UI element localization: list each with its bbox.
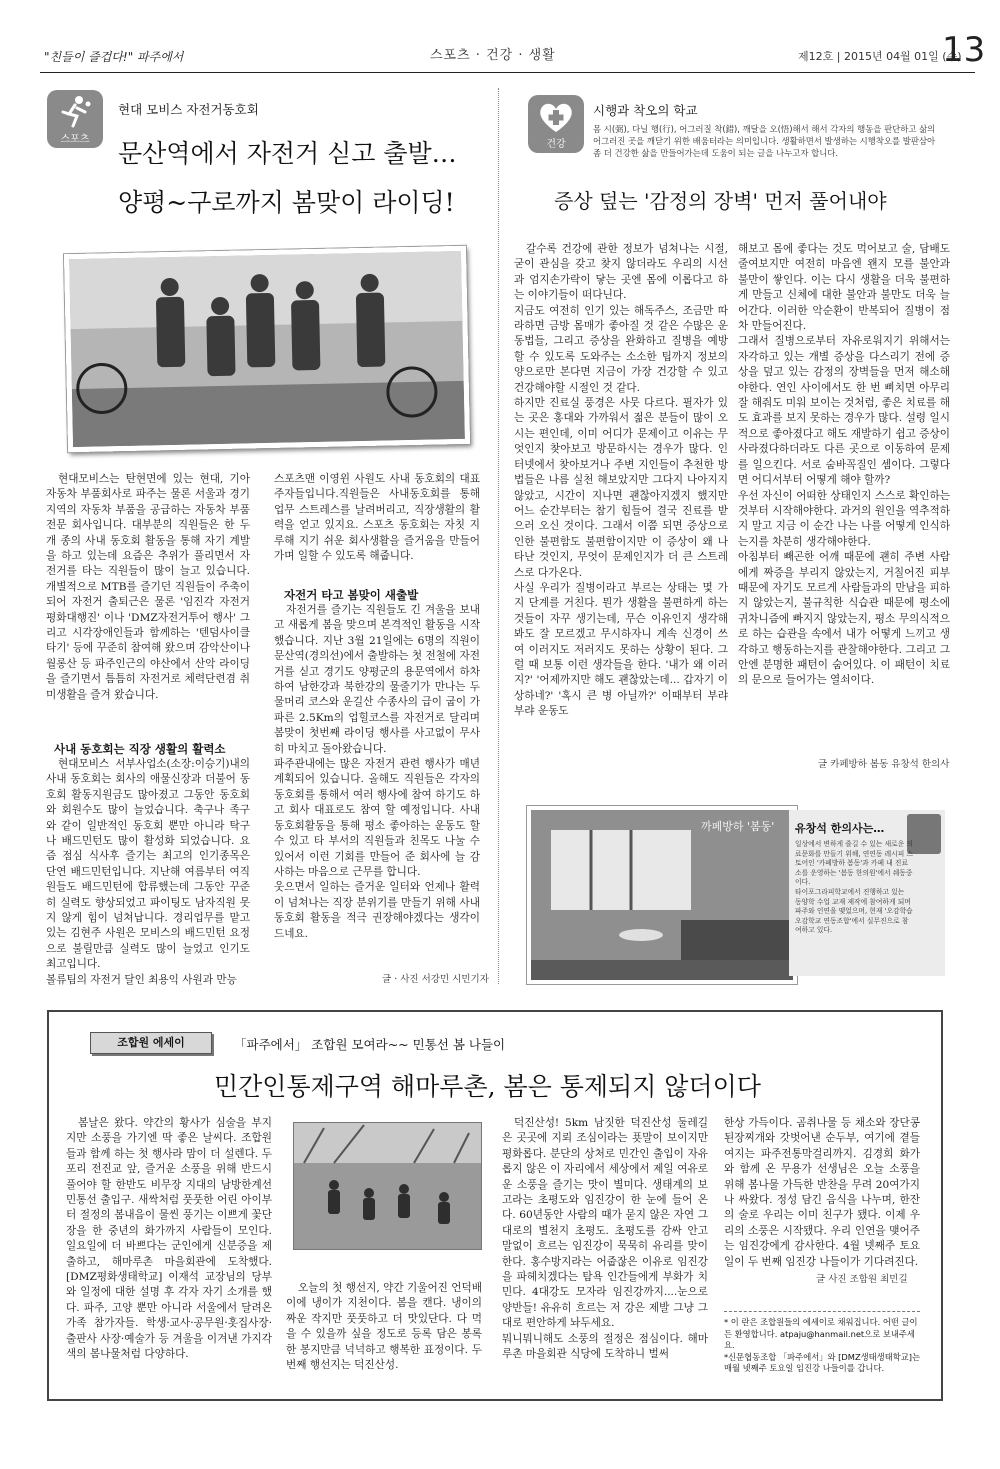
cyclists-photo <box>64 246 470 452</box>
essay-credit: 글 사진 조합원 최민길 <box>816 1274 908 1285</box>
doctor-profile-text: 일상에서 변하게 즐길 수 있는 새로운 의료문화를 만들기 위해, 연연동 레시피 스토어인 '카페방하 봄동'과 카페 내 진료소를 운영하는 '봄동 한의원'에서 쉐동중이다. 타이포그라피학교에서 진행하고 있는 동양학 수업 교재 제작에 참여하게 되며 파주와 인연을 맺었으며, 현재 '오감학습 오감학교 연동조합'에서 실무진으로 참여하고 있다. <box>795 840 914 935</box>
heart-cross-icon <box>536 99 576 135</box>
essay-col2: 오늘의 첫 행선지, 약간 기울어진 언덕배이에 냉이가 지천이다. 봄을 캔다. 냉이의 짜운 작지만 풋풋하고 더 맛있단다. 다 먹을 수 있을까 싶을 정도로 등록 담은 봉록한 봉지만큼 넉넉하고 행복한 표정이다. 두 번째 행선지는 덕진산성. <box>286 1282 482 1372</box>
sports-headline-2: 양평~구로까지 봄맞이 라이딩! <box>118 188 455 217</box>
health-credit: 글 카페방하 봄동 유창석 한의사 <box>818 759 950 770</box>
sports-col2b: 자전거를 즐기는 직원들도 긴 겨울을 보내고 새롭게 봄을 맞으며 본격적인 활동을 시작했습니다. 지난 3월 21일에는 6명의 직원이 문산역(경의선)에서 출발하는 첫 전철에 자전거를 싣고 경기도 양평군의 용문역에서 하차하여 남한강과 북한강의 물줄기가 만나는 두물머리 코스와 운길산 수종사의 급이 굽이 가파른 2.5Km의 업힐코스를 자전거로 달리며 봄맞이 첫번째 라이딩 행사를 사고없이 무사히 마치고 돌아왔습니다. 파주관내에는 많은 자전거 관련 행사가 매년 계획되어 있습니다. 올해도 직원들은 각자의 동호회를 통해서 여러 행사에 참여 하기도 하고 회사 대표로도 참여 할 예정입니다. 사내 동호회활동을 통해 평소 좋아하는 운동도 할 수 있고 타 부서의 직원들과 친목도 나눌 수 있어서 이런 기회를 만들어 준 회사에 늘 감사하는 마음으로 근무를 합니다. 웃으면서 일하는 즐거운 일터와 언제나 활력이 넘쳐나는 직장 분위기를 만들기 위해 사내 동호회 활동을 적극 권장해야겠다는 생각이 드네요. <box>274 604 480 940</box>
foraging-photo-art <box>294 1123 481 1249</box>
page-number: 13 <box>942 30 986 70</box>
sports-kicker: 현대 모비스 자전거동호회 <box>118 102 259 117</box>
health-category-badge <box>528 95 584 153</box>
sports-subhead-2: 자전거 타고 봄맞이 새출발 <box>284 588 419 602</box>
health-col2: 해보고 몸에 좋다는 것도 먹어보고 술, 담배도 줄여보지만 여전히 마음엔 왠지 모를 불안과 불만이 쌓인다. 이는 다시 생활을 더욱 불편하게 만들고 신체에 대한 불안과 불만도 더욱 늘어간다. 이러한 악순환이 반복되어 질병이 점차 만들어진다. 그래서 질병으로부터 자유로워지기 위해서는 자각하고 있는 개별 증상을 다스리기 전에 증상을 덮고 있는 감정의 장벽들을 먼저 해소해야한다. 연인 사이에서도 한 번 삐치면 아무리 잘 해줘도 미워 보이는 것처럼, 좋은 치료를 해도 효과를 보지 못하는 경우가 많다. 설령 일시적으로 좋아졌다고 해도 재발하기 쉽고 증상이 사라졌다하더라도 다른 곳으로 이동하여 문제를 일으킨다. 서로 숨바꼭질인 셈이다. 그렇다면 어디서부터 어떻게 해야 할까? 우선 자신이 어떠한 상태인지 스스로 확인하는 것부터 시작해야한다. 과거의 원인을 역추적하지 말고 지금 이 순간 나는 나를 어떻게 인식하는지를 차분히 생각해야한다. 아침부터 빼곤한 어깨 때문에 괜히 주변 사람에게 짜증을 부리지 않았는지, 거칠어진 피부 때문에 자기도 모르게 사람들과의 만남을 피하지 않았는지, 불규칙한 식습관 때문에 평소에 귀차니즘에 빠지지 않았는지, 평소 무의식적으로 하는 습관을 속에서 내가 어떻게 느끼고 생각하고 행동하는지를 관찰해야한다. 그리고 그 안엔 분명한 패턴이 숨어있다. 이 패턴이 치료의 문으로 들어가는 열쇠이다. <box>738 243 950 687</box>
essay-col1: 봄날은 왔다. 약간의 황사가 심술을 부지지만 소풍을 가기엔 딱 좋은 날씨다. 조합원들과 함께 하는 첫 행사라 맘이 더 설렌다. 두포리 전진교 앞, 즐거운 소풍을 위해 반드시 풀어야 할 한반도 비무장 지대의 남방한계선 민통선 출입구. 새싹처럼 풋풋한 어린 아이부터 절정의 봄내음이 물씬 풍기는 이쁘게 꽃단장을 한 중년의 화가까지 사람들이 모인다. 일요일에 더 바쁘다는 군인에게 신분증을 제출하고, 해마루촌 마을회관에 도착했다. [DMZ평화생태학교] 이재석 교장님의 당부와 일정에 대한 설명 후 각자 자기 소개를 했다. 파주, 고양 뿐만 아니라 서울에서 달려온 가족 참가자들. 학생·교사·공무원·홋집사장·출판사 사장·예술가 등 겨울을 이겨낸 가지각색의 봄나물처럼 다양하다. <box>66 1117 272 1361</box>
sports-credit: 글 · 사진 서강민 시민기자 <box>382 974 489 985</box>
issue-info: 제12호 | 2015년 04월 01일 (수) <box>798 50 962 63</box>
health-headline: 증상 덮는 '감정의 장벽' 먼저 풀어내야 <box>554 189 887 213</box>
essay-label: 조합원 에세이 <box>90 1032 212 1054</box>
doctor-profile-name: 유창석 한의사는… <box>795 822 885 835</box>
sports-category-badge <box>47 90 103 148</box>
cyclists-photo-art <box>69 251 465 447</box>
cafe-photo-art <box>531 810 793 980</box>
doctor-profile-box <box>789 810 945 976</box>
health-series-intro: 몸 시(弼), 다닐 행(行), 어그러질 착(錯), 깨달을 오(悟)해서 해서 각자의 행동을 판단하고 삶의 어그러진 곳을 깨닫기 위한 배움터라는 의미입니다. 생활하면서 발생하는 시행착오를 발판삼아 좀 더 건강한 삶을 만들어가는데 도움이 되는 글을 나누고자 합니다. <box>593 124 936 158</box>
health-col1: 갈수록 건강에 관한 정보가 넘쳐나는 시절, 굳이 관심을 갖고 찾지 않더라도 우리의 시선과 엄지손가락이 닿는 곳엔 몸에 이롭다고 하는 이야기들이 떠다닌다. 지금도 여전히 인기 있는 해독주스, 조금만 따라하면 금방 몸매가 좋아질 것 같은 수많은 운동법들, 그리고 증상을 완화하고 질병을 예방할 수 있도록 도와주는 소소한 팁까지 정보의 양으로만 본다면 지금이 가장 건강할 수 있고 건강해야할 시절인 것 같다. 하지만 진료실 풍경은 사뭇 다르다. 필자가 있는 곳은 홍대와 가까워서 젊은 분들이 많이 오시는 편인데, 이미 어디가 문제이고 이유는 무엇인지 찾아보고 방문하시는 경우가 많다. 인터넷에서 찾아보거나 주변 지인들이 추천한 방법들은 나름 실천 해보았지만 그다지 나아지지 않았고, 시간이 지나면 괜찮아지겠지 했지만 어느 순간부터는 참기 힘들어 결국 진료를 받으러 오신 것이다. 그래서 이쯤 되면 증상으로 인한 불편함도 불편함이지만 이 증상이 왜 나타난 것인지, 무엇이 문제인지가 더 큰 스트레스로 다가온다. 사실 우리가 질병이라고 부르는 상태는 몇 가지 단계를 거친다. 뭔가 생활을 불편하게 하는 것들이 자꾸 생기는데, 무슨 이유인지 생각해봐도 잘 모르겠고 무시하자니 계속 신경이 쓰여 이러지도 저러지도 못하는 상황이 된다. 그럴 때 보통 이런 생각들을 한다. '내가 왜 이러지?' '어제까지만 해도 괜찮았는데... 갑자기 이상하네?' '혹시 큰 병 아닐까?' 이때부터 부랴부랴 운동도 <box>514 243 728 718</box>
masthead-logo: "친들이 즐겁다!" 파주에서 <box>44 50 184 64</box>
essay-note-rule <box>724 1311 920 1312</box>
cyclist-icon <box>55 94 95 130</box>
sports-subhead-1: 사내 동호회는 직장 생활의 활력소 <box>54 742 226 756</box>
health-category-label: 건강 <box>546 139 566 150</box>
sports-col2: 스포츠맨 이영윈 사원도 사내 동호회의 대표주자들입니다.직원들은 사내동호회를 통해 업무 스트레스를 날려버리고, 직장생활의 활력을 얻고 있지요. 스포츠 동호회는 자칫 지루해 지기 쉬운 회사생활을 즐거움을 만들어가며 일할 수 있도록 해줍니다. <box>274 473 480 563</box>
essay-note: * 이 란은 조합원들의 에세이로 채워집니다. 어떤 글이든 환영합니다. atpaju@hanmail.net으로 보내주세요. *신문협동조합 「파주에서」와 [DMZ생태생태학교]는 매월 넷째주 토요일 임진강 나들이를 갑니다. <box>724 1317 920 1373</box>
sports-category-label: 스포츠 <box>60 134 90 145</box>
foraging-photo <box>293 1122 482 1250</box>
column-divider <box>498 88 500 984</box>
essay-kicker: 「파주에서」 조합원 모여라~~ 민통선 봄 나들이 <box>234 1037 506 1052</box>
health-series-title: 시행과 착오의 학교 <box>593 103 698 118</box>
cafe-photo <box>527 806 797 984</box>
essay-col3: 덕진산성! 5km 남짓한 덕진산성 둘레길은 곳곳에 지뢰 조심이라는 푯말이 보이지만 평화롭다. 분단의 상처로 민간인 출입이 자유롭지 않은 이 자리에서 세상에서 제일 여유로운 소풍을 즐기는 맛이 별미다. 생태계의 보고라는 초평도와 임진강이 한 눈에 들어 온다. 60년동안 사람의 때가 묻지 않은 자연 그대로의 별천지 초평도. 초평도를 감싸 안고 말없이 흐르는 임진강이 묵묵히 유리를 맞이한다. 홍수방지라는 어줍잖은 이유로 임진강을 파헤치겠다는 탐욕 인간들에게 부화가 치민다. 4대강도 모자라 임진강까지....눈으로 양반들! 유유히 흐르는 저 강은 제발 그냥 그대로 편안하게 놔두세요. 뭐니뭐니해도 소풍의 절정은 점심이다. 해마루촌 마을회관 식당에 도착하니 벌써 <box>502 1117 708 1361</box>
essay-col4: 한상 가득이다. 곰취나물 등 채소와 장단콩 된장찌개와 갓벗어낸 순두부, 여기에 곁들여지는 파주전통막걸리까지. 김경희 화가와 함께 온 무용가 선생님은 오늘 소풍을 위해 봄나물 가득한 반찬을 무려 20여가지나 싸왔다. 정성 담긴 음식을 나누며, 한잔의 술로 우리는 이미 친구가 됐다. 이제 우리의 소풍은 시작됐다. 우리 인연을 맺어주는 임진강에게 감사한다. 4월 넷째주 토요일이 두 번째 임진강 나들이가 기다려진다. <box>724 1117 920 1268</box>
sports-headline-1: 문산역에서 자전거 싣고 출발… <box>118 139 457 168</box>
section-title: 스포츠 · 건강 · 생활 <box>430 48 556 63</box>
header-rule <box>40 72 975 73</box>
essay-headline: 민간인통제구역 해마루촌, 봄은 통제되지 않더이다 <box>214 1072 761 1101</box>
cafe-photo-label: 까페방하 '봄동' <box>701 820 775 833</box>
sports-col1: 현대모비스는 탄현면에 있는 현대, 기아 자동차 부품회사로 파주는 물론 서울과 경기지역의 자동차 부품을 공급하는 자동차 부품 전문 회사입니다. 대부분의 직원들은 한 두개 종의 사내 동호회 활동을 통해 자기 계발을 하고 있는데 요즘은 추위가 풀리면서 자전거를 타는 직원들이 많이 늘고 있습니다. 개별적으로 MTB를 즐기던 직원들이 주축이 되어 자전거 출퇴근은 물론 '임진각 자전거 평화대행진' 이나 'DMZ자전거투어 행사' 그리고 시각장애인들과 함께하는 '텐덤사이클타기' 등에 꾸준히 참여해 왔으며 감악산이나 월롱산 등 파주인근의 야산에서 산악 라이딩을 즐기면서 틈틈히 자전거로 체력단련겸 취미생활을 즐겨 왔습니다. <box>46 473 250 701</box>
sports-col1b: 현대모비스 서부사업소(소장:이승기)내의 사내 동호회는 회사의 애물신장과 더불어 동호회 활동지원금도 많아졌고 그동안 동호회와 회원수도 많이 늘었습니다. 축구나 족구와 같이 일반적인 동호회 뿐만 아니라 탁구나 배드민턴도 많이 활성화 되었습니다. 요즘 점심 식사후 즐기는 최고의 인기종목은 단연 배드민턴입니다. 지난해 여름부터 여직원들도 배드민턴에 합류했는데 그동안 꾸준히 실력도 향상되었고 파이팅도 남자직원 못지 않게 힘이 넘쳐납니다. 경리업무를 맡고있는 김현주 사원은 모비스의 배드민턴 요정으로 불릴만큼 실력도 많이 늘었고 인기도 최고입니다. 볼류팀의 자전거 달인 최용익 사원과 만능 <box>46 758 250 986</box>
